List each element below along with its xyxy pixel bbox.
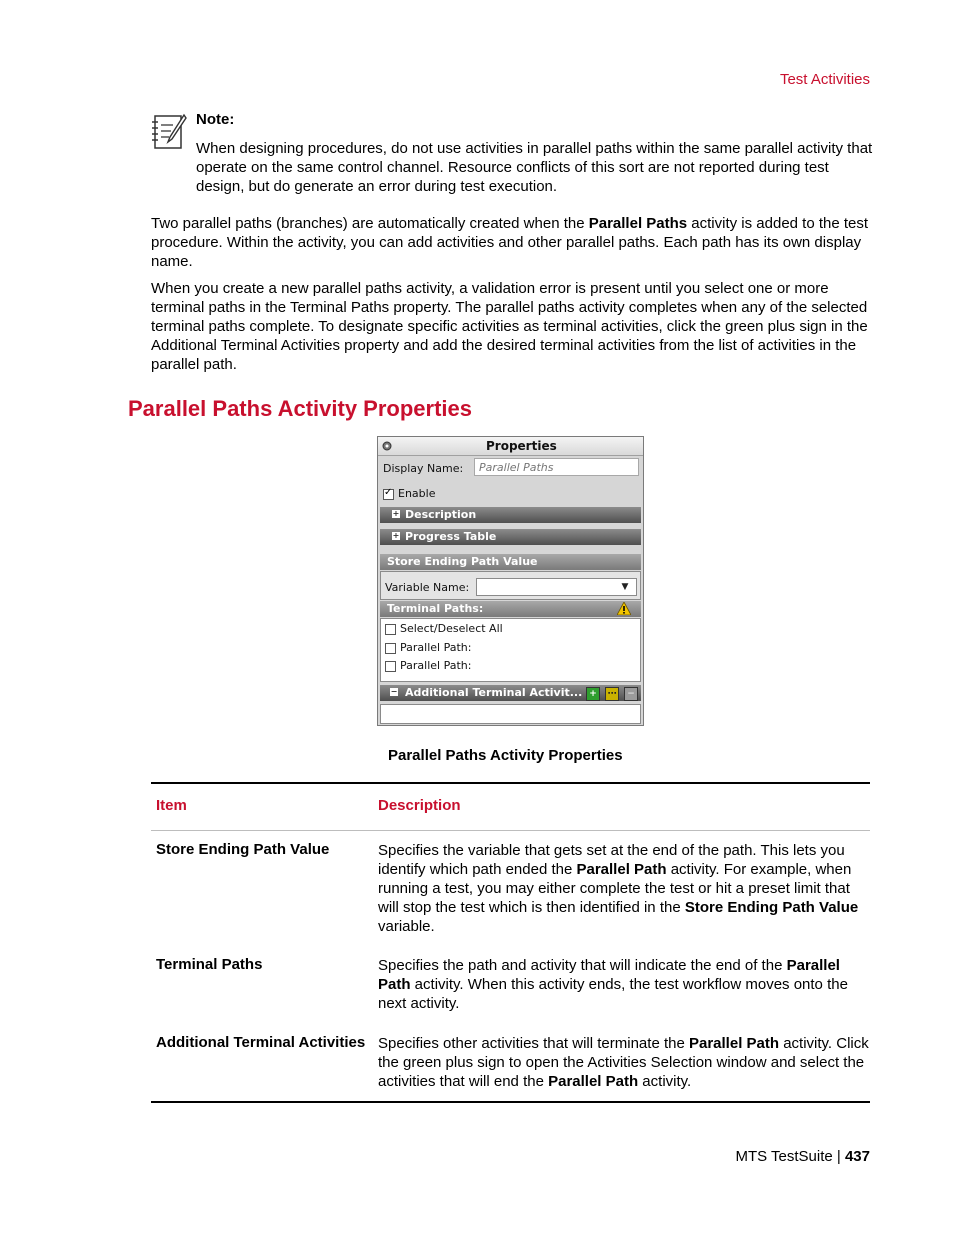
footer-separator: |: [832, 1148, 845, 1165]
page-footer: [735, 1148, 870, 1165]
collapse-icon: −: [390, 687, 398, 696]
parallel-path-2-checkbox[interactable]: [385, 661, 396, 672]
display-name-input[interactable]: Parallel Paths: [474, 458, 639, 476]
expand-icon: +: [392, 531, 400, 540]
properties-panel: [377, 436, 644, 726]
select-all-checkbox[interactable]: [385, 624, 396, 635]
store-group-label: Store Ending Path Value: [387, 555, 538, 568]
expand-icon: +: [392, 509, 400, 518]
enable-label: Enable: [398, 487, 436, 500]
table-row-description: Specifies the variable that gets set at the end of the path. This lets you identify which path ended the Parallel Path activity. For example, when running a test, you may either complete the test or hit a preset limit that will stop the test which is then identified in the Store Ending Path Value variable.: [378, 842, 859, 935]
figure-caption: Parallel Paths Activity Properties: [388, 747, 623, 764]
parallel-path-1-checkbox[interactable]: [385, 643, 396, 654]
table-top-rule: [151, 782, 870, 784]
table-row-item: Additional Terminal Activities: [156, 1034, 366, 1051]
note-icon: [151, 113, 187, 151]
add-plus-button[interactable]: +: [586, 687, 600, 701]
panel-title: Properties: [486, 439, 557, 453]
table-row-description: Specifies the path and activity that will indicate the end of the Parallel Path activity. When this activity ends, the test workflow moves onto the next activity.: [378, 957, 848, 1012]
remove-button[interactable]: −: [624, 687, 638, 701]
list-item: Select/Deselect All: [400, 622, 503, 635]
table-row-description: Specifies other activities that will terminate the Parallel Path activity. Click the green plus sign to open the Activities Selection window and select the activities that will end the Parallel Path activity.: [378, 1035, 869, 1090]
variable-name-select[interactable]: [476, 578, 637, 596]
table-row-item: Store Ending Path Value: [156, 841, 330, 858]
additional-bar-label: Additional Terminal Activit...: [405, 686, 583, 699]
section-title: Parallel Paths Activity Properties: [128, 396, 472, 421]
display-name-label: Display Name:: [383, 462, 464, 475]
terminal-paths-label: Terminal Paths:: [387, 602, 484, 615]
panel-header: [378, 437, 643, 456]
table-bottom-rule: [151, 1101, 870, 1103]
note-title: Note:: [196, 111, 235, 128]
edit-button[interactable]: ⋯: [605, 687, 619, 701]
additional-terminal-activities-list: [380, 704, 641, 724]
table-row-item: Terminal Paths: [156, 956, 263, 973]
additional-terminal-activities-bar[interactable]: [380, 685, 641, 701]
properties-gear-icon: [381, 440, 393, 452]
table-header-item: Item: [156, 797, 187, 814]
terminal-paths-group-header: [380, 601, 641, 617]
store-ending-path-group-header: [380, 554, 641, 570]
variable-name-label: Variable Name:: [385, 581, 470, 594]
table-header-rule: [151, 830, 870, 831]
footer-product: MTS TestSuite: [735, 1148, 833, 1165]
list-item: Parallel Path:: [400, 659, 472, 672]
description-bar-label: Description: [405, 508, 477, 521]
enable-checkbox[interactable]: [383, 489, 394, 500]
chevron-down-icon: ▼: [621, 582, 629, 592]
table-header-description: Description: [378, 797, 461, 814]
header-section-link[interactable]: Test Activities: [779, 71, 870, 88]
progress-table-bar[interactable]: [380, 529, 641, 545]
note-body: When designing procedures, do not use activities in parallel paths within the same parallel activity that operate on the same control channel. Resource conflicts of this sort are not reported during test design, but do generate an error during test execution.: [196, 140, 873, 195]
intro-paragraph-1: Two parallel paths (branches) are automatically created when the Parallel Paths activity is added to the test procedure. Within the activity, you can add activities and other parallel paths. Each path has its own display name.: [151, 215, 869, 270]
progress-table-bar-label: Progress Table: [405, 530, 497, 543]
warning-icon: [617, 602, 631, 615]
page-number: 437: [844, 1148, 870, 1165]
description-bar[interactable]: [380, 507, 641, 523]
list-item: Parallel Path:: [400, 641, 472, 654]
intro-paragraph-2: When you create a new parallel paths activity, a validation error is present until you select one or more terminal paths in the Terminal Paths property. The parallel paths activity completes when any of the selected terminal paths complete. To designate specific activities as terminal activities, click the green plus sign in the Additional Terminal Activities property and add the desired terminal activities from the list of activities in the parallel path.: [151, 280, 868, 373]
